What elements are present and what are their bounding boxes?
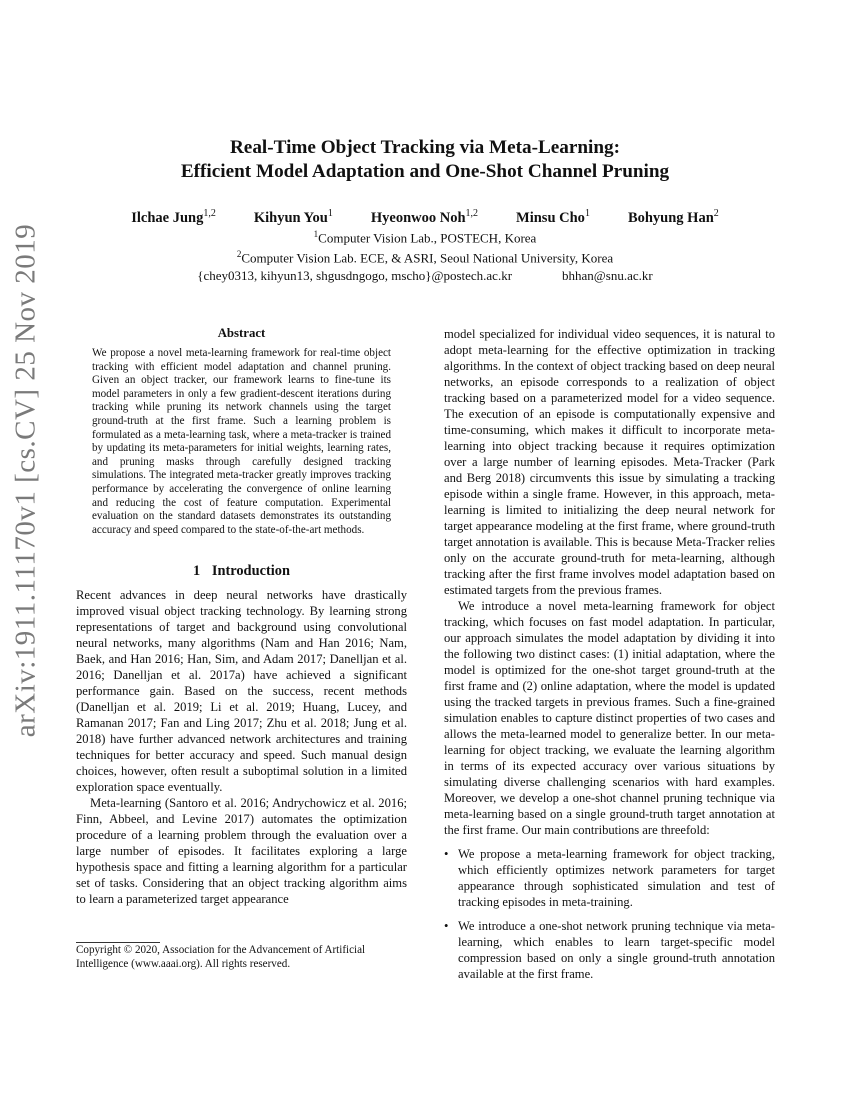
author: Kihyun You$^1$: [253, 208, 333, 226]
intro-paragraph-3: model specialized for individual video sequences, it is natural to adopt meta-learning for the effective optimization in tracking algorithms. In the context of object tracking based on deep neural networks, an episode corresponds to a realization of object tracking based on a parameterized model for a video sequence. The execution of an episode is computationally expensive and time-consuming, which makes it difficult to incorporate meta-learning into object tracking because it requires optimization over a large number of learning episodes. Meta-Tracker (Park and Berg 2018) circumvents this issue by simulating a tracking episode within a single frame. However, in this approach, meta-learning is limited to initializing the deep neural network for target appearance modeling at the first frame, where ground-truth target annotation is available. This is because Meta-Tracker relies only on the accurate ground-truth for meta-learning, although tracking after the first frame involves model adaptation based on estimated targets from the previous frames.: [444, 327, 775, 597]
author: Hyeonwoo Noh$^{1,2}$: [370, 208, 479, 226]
email-snu: bhhan@snu.ac.kr: [562, 267, 653, 283]
section-heading-introduction: [76, 563, 407, 579]
list-item: • We propose a meta-learning framework for object tracking, which efficiently optimizes network parameters for target appearance through sophisticated simulation and test of tracking episodes in meta-training.: [444, 847, 775, 909]
author: Ilchae Jung$^{1,2}$: [131, 208, 216, 226]
section-title: Introduction: [211, 563, 290, 580]
abstract-heading: Abstract: [217, 326, 266, 340]
copyright-footnote: Copyright © 2020, Association for the Advancement of Artificial Intelligence (www.aaai.org). All rights reserved.: [76, 944, 366, 970]
contributions-list: [444, 846, 775, 982]
paper-title: [0, 136, 850, 184]
title-line-2: Efficient Model Adaptation and One-Shot Channel Pruning: [180, 161, 670, 182]
intro-paragraph-1: Recent advances in deep neural networks have drastically improved visual object tracking technology. By learning strong representations of target and background using convolutional neural networks, many algorithms (Nam and Han 2016; Nam, Baek, and Han 2016; Han, Sim, and Adam 2017; Danelljan et al. 2016; Danelljan et al. 2017a) have achieved a significant performance gain. Based on the success, recent methods (Danelljan et al. 2019; Li et al. 2019; Huang, Lucey, and Ramanan 2017; Fan and Ling 2017; Zhu et al. 2018; Jung et al. 2018) have further advanced network architectures and training techniques for better accuracy and speed. Such manual design choices, however, often result a suboptimal solution in a limited exploration space eventually.: [76, 588, 407, 795]
arxiv-sidebar-stamp: [4, 223, 48, 737]
intro-paragraph-4: We introduce a novel meta-learning framework for object tracking, which focuses on fast model adaptation. In particular, our approach simulates the model adaptation by dividing it into the following two distinct cases: (1) initial adaptation, where the model is optimized for the one-shot target ground-truth at the first frame and (2) online adaptation, where the model is updated using the tracked targets in previous frames. Such a fine-grained simulation enables to capture distinct properties of two cases and allows the meta-learned model to generalize better. In our meta-learning for object tracking, we evaluate the learning algorithm in terms of its expected accuracy over various situations by simulating diverse challenging scenarios with hard examples. Moreover, we develop a one-shot channel pruning technique via meta-learning based on a single ground-truth target annotation at the first frame. Our main contributions are threefold:: [444, 599, 775, 837]
affiliation-1: $^1$Computer Vision Lab., POSTECH, Korea: [313, 229, 537, 246]
abstract-body: We propose a novel meta-learning framework for real-time object tracking with efficient model adaptation and channel pruning. Given an object tracker, our framework learns to fine-tune its model parameters in only a few gradient-descent iterations during tracking while pruning its network channels using the target ground-truth at the first frame. Such a learning problem is formulated as a meta-learning task, where a meta-tracker is trained by updating its meta-parameters for initial weights, learning rates, and pruning masks through carefully designed tracking simulations. The integrated meta-tracker greatly improves tracking performance by accelerating the convergence of online learning and reducing the cost of feature computation. Experimental evaluation on the standard datasets demonstrates its outstanding accuracy and speed compared to the state-of-the-art methods.: [92, 347, 391, 536]
section-number: 1: [193, 563, 201, 580]
affiliation-2: $^2$Computer Vision Lab. ECE, & ASRI, Seoul National University, Korea: [236, 249, 614, 266]
footnote-divider: [76, 942, 160, 943]
author-emails: [0, 267, 850, 284]
title-line-1: Real-Time Object Tracking via Meta-Learning:: [229, 137, 621, 158]
author: Minsu Cho$^1$: [516, 208, 590, 226]
intro-paragraph-2: Meta-learning (Santoro et al. 2016; Andrychowicz et al. 2016; Finn, Abbeel, and Levine 2017) automates the optimization procedure of a learning problem through the evaluation over a large number of episodes. It facilitates exploring a large hypothesis space and fitting a learning algorithm for a particular set of tasks. Considering that an object tracking algorithm aims to learn a parameterized target appearance: [76, 796, 407, 907]
bullet-icon: •: [444, 919, 449, 933]
bullet-icon: •: [444, 847, 449, 861]
left-column: [76, 325, 407, 907]
author: Bohyung Han$^2$: [627, 208, 719, 226]
email-postech: {chey0313, kihyun13, shgusdngogo, mscho}@postech.ac.kr: [197, 267, 513, 283]
author-list: [0, 208, 850, 227]
arxiv-id-label: arXiv:1911.11170v1 [cs.CV] 25 Nov 2019: [9, 223, 42, 737]
affiliations: [0, 226, 850, 284]
list-item: • We introduce a one-shot network pruning technique via meta-learning, which enables to learn target-specific model compression based on only a single ground-truth annotation available at the first frame.: [444, 919, 775, 981]
right-column: [444, 326, 775, 990]
